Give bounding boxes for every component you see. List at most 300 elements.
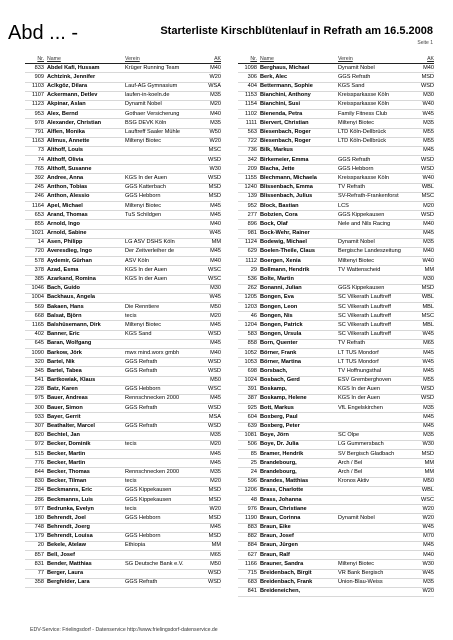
entry-nr: 972 bbox=[34, 441, 44, 448]
entry-name: Akpinar, Aslan bbox=[47, 101, 86, 108]
entry-nr: 831 bbox=[34, 560, 44, 567]
entry-age-class: M30 bbox=[210, 285, 221, 292]
entry-nr: 46 bbox=[250, 312, 257, 319]
entry-nr: 378 bbox=[34, 266, 44, 273]
entry-nr: 1053 bbox=[244, 358, 257, 365]
entry-nr: 1098 bbox=[244, 64, 257, 71]
entry-nr: 583 bbox=[247, 331, 257, 338]
entry-name: Blechmann, Michaela bbox=[260, 174, 317, 181]
table-row bbox=[25, 119, 221, 128]
entry-name: Asen, Philipp bbox=[47, 239, 83, 246]
entry-nr: 841 bbox=[247, 588, 257, 595]
table-row bbox=[238, 156, 434, 165]
entry-club: SC Vilkerath Lauftreff bbox=[338, 312, 391, 319]
entry-age-class: M45 bbox=[210, 248, 221, 255]
entry-nr: 975 bbox=[34, 395, 44, 402]
entry-nr: 277 bbox=[247, 211, 257, 218]
entry-age-class: W45 bbox=[422, 110, 434, 117]
entry-club: LT TUS Mondorf bbox=[338, 349, 379, 356]
entry-age-class: WSD bbox=[420, 386, 434, 393]
entry-club: SC Vilkerath Lauftreff bbox=[338, 294, 391, 301]
entry-nr: 596 bbox=[247, 478, 257, 485]
entry-nr: 506 bbox=[247, 441, 257, 448]
table-row bbox=[238, 174, 434, 183]
entry-name: Azad, Esma bbox=[47, 266, 79, 273]
entry-nr: 765 bbox=[34, 165, 44, 172]
entry-club: GGS Hebborn bbox=[125, 533, 161, 540]
table-row bbox=[238, 386, 434, 395]
table-row bbox=[238, 165, 434, 174]
entry-name: Becker, Martin bbox=[47, 459, 86, 466]
entry-nr: 1166 bbox=[244, 560, 257, 567]
entry-nr: 300 bbox=[34, 404, 44, 411]
entry-club: Arch / Bel bbox=[338, 468, 363, 475]
entry-age-class: W20 bbox=[422, 514, 434, 521]
entry-nr: 14 bbox=[37, 239, 44, 246]
table-row bbox=[238, 239, 434, 248]
entry-age-class: MSD bbox=[208, 487, 221, 494]
entry-club: KGS In der Auen bbox=[125, 174, 167, 181]
table-row bbox=[238, 83, 434, 92]
entry-nr: 909 bbox=[34, 73, 44, 80]
entry-nr: 404 bbox=[247, 83, 257, 90]
table-row bbox=[25, 551, 221, 560]
table-row bbox=[238, 468, 434, 477]
entry-name: Althoff, Susanne bbox=[47, 165, 92, 172]
entry-name: Brandebourg, bbox=[260, 468, 297, 475]
entry-nr: 833 bbox=[34, 64, 44, 71]
table-row bbox=[238, 404, 434, 413]
entry-club: tecis bbox=[125, 478, 137, 485]
entry-name: Behrendt, Joel bbox=[47, 514, 86, 521]
entry-club: LG ASV DSHS Köln bbox=[125, 239, 175, 246]
entry-club: SV-Refrath-Frankenforst bbox=[338, 193, 399, 200]
entry-age-class: MBL bbox=[422, 303, 434, 310]
entry-club: ASV Köln bbox=[125, 257, 149, 264]
entry-name: Brauner, Sandra bbox=[260, 560, 304, 567]
entry-nr: 882 bbox=[247, 533, 257, 540]
entry-age-class: WSD bbox=[207, 331, 221, 338]
table-row bbox=[238, 560, 434, 569]
entry-age-class: MSD bbox=[208, 533, 221, 540]
entry-nr: 1052 bbox=[244, 349, 257, 356]
entry-age-class: WSD bbox=[420, 83, 434, 90]
entry-name: Bosbach, Gerd bbox=[260, 377, 300, 384]
table-row bbox=[25, 404, 221, 413]
entry-name: Alex, Bernd bbox=[47, 110, 79, 117]
table-row bbox=[238, 358, 434, 367]
table-row bbox=[238, 551, 434, 560]
entry-name: Birkemeier, Emma bbox=[260, 156, 309, 163]
entry-club: Dynamit Nobel bbox=[338, 514, 375, 521]
entry-name: Banner, Eric bbox=[47, 331, 80, 338]
entry-age-class: M40 bbox=[423, 248, 434, 255]
col-ak-header: AK bbox=[214, 55, 221, 62]
entry-club: GGS Hebborn bbox=[125, 193, 161, 200]
entry-age-class: M65 bbox=[210, 551, 221, 558]
entry-name: Baran, Wolfgang bbox=[47, 340, 92, 347]
entry-name: Brass, Charlotte bbox=[260, 487, 304, 494]
entry-club: TV Refrath bbox=[338, 184, 366, 191]
table-row bbox=[238, 230, 434, 239]
entry-age-class: M45 bbox=[210, 211, 221, 218]
entry-club: GGS Kippekausen bbox=[125, 487, 172, 494]
entry-age-class: W45 bbox=[209, 230, 221, 237]
table-row bbox=[238, 459, 434, 468]
entry-name: Berger, Laura bbox=[47, 570, 84, 576]
entry-nr: 1123 bbox=[31, 101, 44, 108]
table-row bbox=[25, 193, 221, 202]
entry-nr: 1103 bbox=[31, 83, 44, 90]
entry-age-class: M30 bbox=[423, 276, 434, 282]
entry-age-class: MBL bbox=[422, 321, 434, 328]
entry-name: Biervert, Christian bbox=[260, 119, 309, 126]
entry-club: GGS Hebborn bbox=[338, 165, 374, 172]
entry-nr: 1153 bbox=[244, 92, 257, 99]
entry-age-class: M50 bbox=[423, 478, 434, 485]
entry-nr: 1124 bbox=[244, 239, 257, 246]
entry-age-class: W50 bbox=[209, 129, 221, 135]
entry-club: BSG DEVK Köln bbox=[125, 119, 167, 126]
table-row bbox=[25, 524, 221, 533]
entry-nr: 1081 bbox=[244, 432, 257, 439]
entry-name: Bechtel, Jan bbox=[47, 432, 80, 439]
entry-age-class: W20 bbox=[422, 588, 434, 595]
entry-nr: 320 bbox=[34, 358, 44, 365]
entry-name: Bobzien, Cora bbox=[260, 211, 298, 218]
table-row bbox=[25, 423, 221, 432]
entry-name: Becker, Tilman bbox=[47, 478, 87, 485]
entry-age-class: WSD bbox=[207, 579, 221, 586]
entry-nr: 884 bbox=[247, 542, 257, 549]
entry-nr: 85 bbox=[250, 450, 257, 457]
entry-club: LT TUS Mondorf bbox=[338, 358, 379, 365]
table-row bbox=[238, 514, 434, 523]
table-row bbox=[238, 349, 434, 358]
entry-nr: 736 bbox=[247, 147, 257, 154]
entry-age-class: M45 bbox=[210, 395, 221, 402]
entry-name: Becker, Martin bbox=[47, 450, 86, 457]
entry-nr: 541 bbox=[34, 377, 44, 384]
entry-nr: 29 bbox=[250, 266, 257, 273]
entry-club: LTD Köln-Dellbrück bbox=[338, 138, 387, 145]
entry-name: Börner, Martina bbox=[260, 358, 302, 365]
entry-nr: 358 bbox=[34, 579, 44, 586]
entry-name: Bettermann, Sophie bbox=[260, 83, 313, 90]
entry-age-class: M45 bbox=[423, 423, 434, 429]
entry-nr: 1203 bbox=[244, 303, 257, 310]
entry-age-class: M45 bbox=[423, 349, 434, 356]
entry-nr: 1024 bbox=[244, 377, 257, 384]
entry-nr: 1111 bbox=[245, 119, 257, 126]
entry-nr: 1046 bbox=[31, 285, 44, 292]
entry-age-class: M20 bbox=[210, 312, 221, 319]
entry-club: TV Wattenscheid bbox=[338, 266, 381, 273]
entry-age-class: M45 bbox=[210, 321, 221, 328]
table-row bbox=[25, 358, 221, 367]
entry-age-class: MSC bbox=[421, 312, 434, 319]
entry-nr: 387 bbox=[247, 395, 257, 402]
entry-club: Lauftreff Saaler Mühle bbox=[125, 129, 180, 135]
table-row bbox=[238, 331, 434, 340]
entry-age-class: M50 bbox=[210, 560, 221, 567]
entry-name: Barkow, Jörk bbox=[47, 349, 82, 356]
table-row bbox=[238, 321, 434, 330]
entry-name: Boxberg, Paul bbox=[260, 413, 298, 420]
entry-age-class: M45 bbox=[423, 230, 434, 237]
entry-name: Arnold, Sabine bbox=[47, 230, 87, 237]
entry-age-class: M45 bbox=[210, 524, 221, 531]
table-row bbox=[238, 413, 434, 422]
table-row bbox=[25, 377, 221, 386]
entry-club: KGS In der Auen bbox=[125, 276, 167, 282]
entry-name: Bock-Wehr, Rainer bbox=[260, 230, 310, 237]
table-row bbox=[25, 230, 221, 239]
table-row bbox=[238, 276, 434, 285]
table-row bbox=[238, 524, 434, 533]
entry-age-class: M45 bbox=[423, 147, 434, 154]
entry-age-class: M55 bbox=[423, 377, 434, 384]
table-row bbox=[25, 312, 221, 321]
entry-age-class: M40 bbox=[423, 64, 434, 71]
entry-nr: 25 bbox=[250, 459, 257, 466]
entry-age-class: WSA bbox=[208, 83, 221, 90]
table-row bbox=[25, 395, 221, 404]
entry-nr: 1240 bbox=[244, 184, 257, 191]
entry-name: Bongen, Ursula bbox=[260, 331, 302, 338]
entry-nr: 286 bbox=[34, 496, 44, 503]
entry-name: Block, Bastian bbox=[260, 202, 299, 209]
table-row bbox=[25, 184, 221, 193]
entry-name: Braun, Jürgen bbox=[260, 542, 298, 549]
entry-nr: 569 bbox=[34, 303, 44, 310]
table-row bbox=[238, 220, 434, 229]
entry-nr: 855 bbox=[34, 220, 44, 227]
table-row bbox=[238, 92, 434, 101]
entry-age-class: W40 bbox=[422, 257, 434, 264]
table-row bbox=[238, 505, 434, 514]
entry-age-class: WSD bbox=[207, 367, 221, 374]
entry-club: laufen-in-koeln.de bbox=[125, 92, 170, 99]
table-row bbox=[238, 478, 434, 487]
entry-club: LG Gummersbach bbox=[338, 441, 384, 448]
entry-club: GGS Kippekausen bbox=[338, 285, 385, 292]
entry-club: Krüger Running Team bbox=[125, 64, 180, 71]
col-club-header: Verein bbox=[338, 55, 353, 62]
entry-age-class: WSD bbox=[207, 174, 221, 181]
entry-age-class: W40 bbox=[422, 174, 434, 181]
table-row bbox=[238, 496, 434, 505]
entry-name: Aydemir, Gürhan bbox=[47, 257, 92, 264]
entry-name: Braun, Eike bbox=[260, 524, 291, 531]
entry-age-class: MSD bbox=[208, 496, 221, 503]
entry-nr: 307 bbox=[34, 423, 44, 429]
table-row bbox=[238, 119, 434, 128]
entry-nr: 262 bbox=[247, 285, 257, 292]
entry-nr: 683 bbox=[247, 579, 257, 586]
entry-club: KGS In der Auen bbox=[338, 395, 380, 402]
entry-nr: 246 bbox=[34, 193, 44, 200]
entry-club: Kronos Aktiv bbox=[338, 478, 370, 485]
entry-club: KGS Sand bbox=[338, 83, 365, 90]
entry-age-class: M40 bbox=[210, 64, 221, 71]
entry-name: Balshüsemann, Dirk bbox=[47, 321, 101, 328]
entry-nr: 1204 bbox=[244, 321, 257, 328]
table-row bbox=[25, 533, 221, 542]
entry-age-class: WBL bbox=[421, 294, 434, 301]
entry-nr: 74 bbox=[37, 156, 44, 163]
entry-name: Bauer, Andreas bbox=[47, 395, 88, 402]
entry-club: Rennschnecken 2000 bbox=[125, 395, 180, 402]
entry-club: LTD Köln-Dellbrück bbox=[338, 129, 387, 135]
entry-club: GGS Refrath bbox=[125, 404, 158, 411]
table-row bbox=[25, 257, 221, 266]
entry-nr: 73 bbox=[37, 147, 44, 154]
entry-age-class: M45 bbox=[423, 367, 434, 374]
table-row bbox=[25, 101, 221, 110]
entry-name: Bianchini, Susi bbox=[260, 101, 301, 108]
entry-club: GGS Kippekausen bbox=[338, 211, 385, 218]
column-header-row bbox=[238, 55, 434, 64]
entry-nr: 391 bbox=[247, 386, 257, 393]
entry-name: Braun, Corinna bbox=[260, 514, 301, 521]
entry-name: Bergfelder, Lara bbox=[47, 579, 90, 586]
starter-list-right-column bbox=[238, 55, 434, 597]
entry-name: Boskamp, bbox=[260, 386, 287, 393]
entry-age-class: M40 bbox=[423, 220, 434, 227]
table-row bbox=[25, 560, 221, 569]
entry-name: Bartel, Tabea bbox=[47, 367, 82, 374]
entry-nr: 1090 bbox=[31, 349, 44, 356]
entry-club: SV Bergisch Gladbach bbox=[338, 450, 395, 457]
entry-name: Bauer, Simon bbox=[47, 404, 83, 411]
entry-age-class: M35 bbox=[210, 468, 221, 475]
table-row bbox=[238, 138, 434, 147]
entry-age-class: WSD bbox=[207, 404, 221, 411]
entry-nr: 48 bbox=[250, 496, 257, 503]
entry-name: Blacha, Jette bbox=[260, 165, 295, 172]
table-row bbox=[238, 73, 434, 82]
entry-age-class: WBL bbox=[421, 487, 434, 494]
entry-name: Arand, Thomas bbox=[47, 211, 88, 218]
entry-club: TuS Schildgen bbox=[125, 211, 162, 218]
entry-name: Becker, Thomas bbox=[47, 468, 90, 475]
entry-nr: 1163 bbox=[31, 138, 44, 145]
table-row bbox=[25, 276, 221, 285]
entry-age-class: MM bbox=[424, 459, 434, 466]
entry-nr: 977 bbox=[34, 505, 44, 512]
entry-age-class: M50 bbox=[210, 377, 221, 384]
entry-name: Bongen, Eva bbox=[260, 294, 294, 301]
rows-right bbox=[238, 64, 434, 597]
entry-name: Ackermann, Detlev bbox=[47, 92, 98, 99]
entry-name: Bakaen, Hans bbox=[47, 303, 84, 310]
entry-name: Bartkowiak, Klaus bbox=[47, 377, 96, 384]
entry-age-class: M40 bbox=[210, 349, 221, 356]
table-row bbox=[238, 294, 434, 303]
table-row bbox=[238, 101, 434, 110]
table-row bbox=[25, 147, 221, 156]
entry-club: KGS In der Auen bbox=[338, 386, 380, 393]
entry-age-class: W20 bbox=[209, 505, 221, 512]
entry-name: Brass, Johanna bbox=[260, 496, 302, 503]
entry-name: Apel, Michael bbox=[47, 202, 83, 209]
entry-name: Anthon, Alessio bbox=[47, 193, 90, 200]
entry-name: Althoff, Louis bbox=[47, 147, 84, 154]
table-row bbox=[25, 487, 221, 496]
entry-nr: 385 bbox=[34, 276, 44, 282]
entry-nr: 639 bbox=[247, 423, 257, 429]
entry-club: GGS Kippekausen bbox=[125, 496, 172, 503]
entry-age-class: M20 bbox=[423, 202, 434, 209]
table-row bbox=[25, 367, 221, 376]
entry-club: KGS In der Auen bbox=[125, 266, 167, 273]
table-row bbox=[25, 64, 221, 73]
entry-club: Union-Blau-Weiss bbox=[338, 579, 383, 586]
entry-club: Kreissparkasse Köln bbox=[338, 174, 389, 181]
entry-name: Behrendt, Joerg bbox=[47, 524, 90, 531]
entry-club: Dynamit Nobel bbox=[125, 101, 162, 108]
table-row bbox=[238, 303, 434, 312]
entry-nr: 844 bbox=[34, 468, 44, 475]
entry-name: Bott, Markus bbox=[260, 404, 294, 411]
entry-age-class: WSC bbox=[420, 496, 434, 503]
entry-age-class: M35 bbox=[423, 579, 434, 586]
entry-name: Boye, Dr. Julia bbox=[260, 441, 299, 448]
entry-club: SC Vilkerath Lauftreff bbox=[338, 321, 391, 328]
entry-club: Kreissparkasse Köln bbox=[338, 92, 389, 99]
entry-nr: 1004 bbox=[31, 294, 44, 301]
entry-club: Miltenyi Biotec bbox=[338, 560, 375, 567]
entry-name: Bramer, Hendrik bbox=[260, 450, 304, 457]
entry-age-class: W45 bbox=[422, 331, 434, 338]
entry-age-class: M40 bbox=[210, 257, 221, 264]
entry-nr: 858 bbox=[247, 340, 257, 347]
entry-age-class: M35 bbox=[210, 92, 221, 99]
entry-nr: 791 bbox=[34, 129, 44, 135]
table-row bbox=[238, 147, 434, 156]
entry-name: Boxberg, Peter bbox=[260, 423, 300, 429]
table-row bbox=[25, 321, 221, 330]
entry-name: Berghaus, Michael bbox=[260, 64, 310, 71]
entry-name: Börner, Frank bbox=[260, 349, 297, 356]
entry-name: Achtzink, Jennifer bbox=[47, 73, 96, 80]
entry-age-class: M70 bbox=[423, 533, 434, 540]
entry-name: Blissenbach, Julius bbox=[260, 193, 313, 200]
entry-nr: 720 bbox=[34, 248, 44, 255]
entry-nr: 933 bbox=[34, 413, 44, 420]
table-row bbox=[25, 211, 221, 220]
entry-age-class: M35 bbox=[210, 119, 221, 126]
table-row bbox=[25, 248, 221, 257]
entry-age-class: M45 bbox=[210, 459, 221, 466]
entry-age-class: WSD bbox=[207, 570, 221, 576]
entry-name: Beathalter, Marcel bbox=[47, 423, 95, 429]
entry-age-class: WSD bbox=[207, 358, 221, 365]
table-row bbox=[238, 423, 434, 432]
table-row bbox=[238, 64, 434, 73]
entry-name: Biesenbach, Roger bbox=[260, 138, 311, 145]
entry-club: Nele and Nils Racing bbox=[338, 220, 391, 227]
entry-nr: 20 bbox=[37, 542, 44, 549]
entry-name: Bolte, Martin bbox=[260, 276, 294, 282]
table-row bbox=[238, 211, 434, 220]
entry-club: Dynamit Nobel bbox=[338, 64, 375, 71]
table-row bbox=[238, 570, 434, 579]
entry-nr: 1206 bbox=[244, 487, 257, 494]
entry-nr: 698 bbox=[247, 367, 257, 374]
entry-name: Braun, Ralf bbox=[260, 551, 290, 558]
